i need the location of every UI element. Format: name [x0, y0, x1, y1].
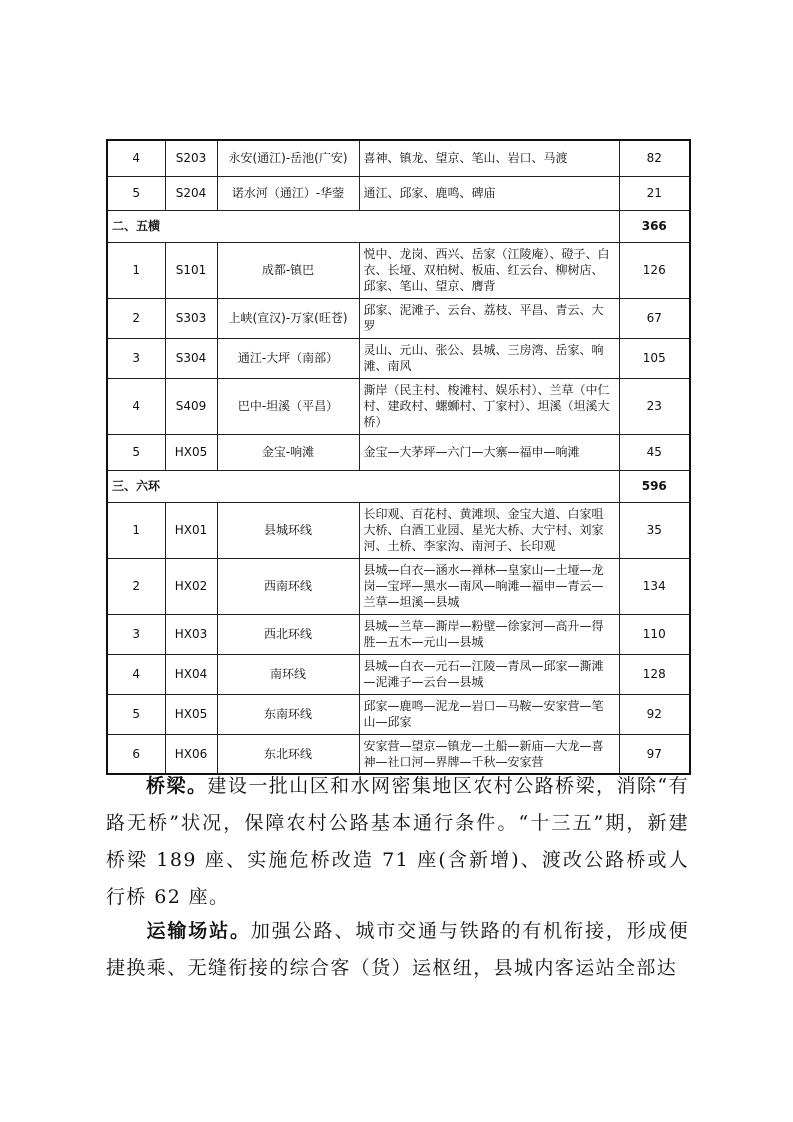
paragraph-body: 建设一批山区和水网密集地区农村公路桥梁，消除“有路无桥”状况，保障农村公路基本通行条件。“十三五”期，新建桥梁 189 座、实施危桥改造 71 座(含新增)、渡改公路桥或人行桥 62 座。 [106, 775, 689, 908]
table-row [107, 176, 690, 210]
route-stops: 悦中、龙岗、西兴、岳家（江陵庵）、磴子、白衣、长垭、双柏树、板庙、红云台、柳树店、邱家、笔山、望京、膺背 [359, 242, 619, 298]
table-row [107, 140, 690, 176]
table-row [107, 338, 690, 378]
route-code: HX05 [165, 694, 217, 734]
route-table-body [107, 140, 690, 774]
paragraph-station [106, 913, 689, 987]
row-number: 4 [107, 140, 165, 176]
route-km: 21 [619, 176, 690, 210]
table-row [107, 378, 690, 434]
route-code: S204 [165, 176, 217, 210]
section-total-km: 366 [619, 210, 690, 242]
section-title: 三、六环 [107, 470, 619, 502]
route-km: 82 [619, 140, 690, 176]
route-km: 45 [619, 434, 690, 470]
row-number: 2 [107, 298, 165, 338]
route-km: 67 [619, 298, 690, 338]
paragraph-lead: 桥梁。 [146, 775, 208, 797]
route-code: HX03 [165, 614, 217, 654]
row-number: 2 [107, 558, 165, 614]
table-row [107, 298, 690, 338]
route-name: 县城环线 [217, 502, 359, 558]
row-number: 3 [107, 614, 165, 654]
route-name: 南环线 [217, 654, 359, 694]
row-number: 5 [107, 176, 165, 210]
table-row [107, 434, 690, 470]
route-km: 128 [619, 654, 690, 694]
table-row [107, 694, 690, 734]
route-km: 105 [619, 338, 690, 378]
route-name: 永安(通江)-岳池(广安) [217, 140, 359, 176]
route-name: 成都-镇巴 [217, 242, 359, 298]
route-stops: 县城—白衣—元石—江陵—青凤—邱家—澌滩—泥滩子—云台—县城 [359, 654, 619, 694]
route-km: 92 [619, 694, 690, 734]
table-row [107, 502, 690, 558]
row-number: 1 [107, 502, 165, 558]
table-row [107, 614, 690, 654]
section-total-km: 596 [619, 470, 690, 502]
route-stops: 澌岸（民主村、梭滩村、娱乐村）、兰草（中仁村、建政村、螺蛳村、丁家村）、坦溪（坦溪大桥） [359, 378, 619, 434]
paragraph-body: 加强公路、城市交通与铁路的有机衔接，形成便捷换乘、无缝衔接的综合客（货）运枢纽，县城内客运站全部达 [106, 920, 689, 979]
route-name: 金宝-响滩 [217, 434, 359, 470]
row-number: 4 [107, 378, 165, 434]
section-title: 二、五横 [107, 210, 619, 242]
route-name: 上峡(宣汉)-万家(旺苍) [217, 298, 359, 338]
route-code: S304 [165, 338, 217, 378]
route-stops: 邱家—鹿鸣—泥龙—岩口—马鞍—安家营—笔山—邱家 [359, 694, 619, 734]
table-row [107, 654, 690, 694]
route-stops: 安家营—望京—镇龙—土船—新庙—大龙—喜神—社口河—界牌—千秋—安家营 [359, 734, 619, 774]
route-km: 23 [619, 378, 690, 434]
table-row [107, 242, 690, 298]
route-code: HX02 [165, 558, 217, 614]
route-code: HX01 [165, 502, 217, 558]
row-number: 4 [107, 654, 165, 694]
route-code: HX05 [165, 434, 217, 470]
route-km: 35 [619, 502, 690, 558]
table-row [107, 558, 690, 614]
route-km: 97 [619, 734, 690, 774]
route-name: 西南环线 [217, 558, 359, 614]
route-stops: 县城—白衣—涵水—禅林—皇家山—土垭—龙岗—宝坪—黑水—南风—响滩—福申—青云—兰草—坦溪—县城 [359, 558, 619, 614]
row-number: 1 [107, 242, 165, 298]
section-row [107, 210, 690, 242]
route-code: S303 [165, 298, 217, 338]
route-stops: 通江、邱家、鹿鸣、碑庙 [359, 176, 619, 210]
route-name: 诺水河（通江）-华蓥 [217, 176, 359, 210]
route-km: 126 [619, 242, 690, 298]
row-number: 6 [107, 734, 165, 774]
route-stops: 邱家、泥滩子、云台、荔枝、平昌、青云、大罗 [359, 298, 619, 338]
row-number: 3 [107, 338, 165, 378]
route-code: HX06 [165, 734, 217, 774]
route-km: 134 [619, 558, 690, 614]
route-code: HX04 [165, 654, 217, 694]
route-table [106, 139, 691, 775]
route-name: 东北环线 [217, 734, 359, 774]
route-code: S101 [165, 242, 217, 298]
route-name: 通江-大坪（南部） [217, 338, 359, 378]
row-number: 5 [107, 694, 165, 734]
route-code: S203 [165, 140, 217, 176]
route-km: 110 [619, 614, 690, 654]
route-stops: 金宝—大茅坪—六门—大寨—福申—响滩 [359, 434, 619, 470]
route-code: S409 [165, 378, 217, 434]
row-number: 5 [107, 434, 165, 470]
paragraph-bridge [106, 768, 689, 916]
route-name: 巴中-坦溪（平昌） [217, 378, 359, 434]
route-stops: 长印观、百花村、黄滩坝、金宝大道、白家咀大桥、白酒工业园、星光大桥、大宁村、刘家河、土桥、李家沟、南河子、长印观 [359, 502, 619, 558]
route-name: 西北环线 [217, 614, 359, 654]
route-stops: 喜神、镇龙、望京、笔山、岩口、马渡 [359, 140, 619, 176]
route-stops: 县城—兰草—澌岸—粉壁—徐家河—高升—得胜—五木—元山—县城 [359, 614, 619, 654]
section-row [107, 470, 690, 502]
route-name: 东南环线 [217, 694, 359, 734]
paragraph-lead: 运输场站。 [146, 920, 251, 942]
route-stops: 灵山、元山、张公、县城、三房湾、岳家、响滩、南风 [359, 338, 619, 378]
